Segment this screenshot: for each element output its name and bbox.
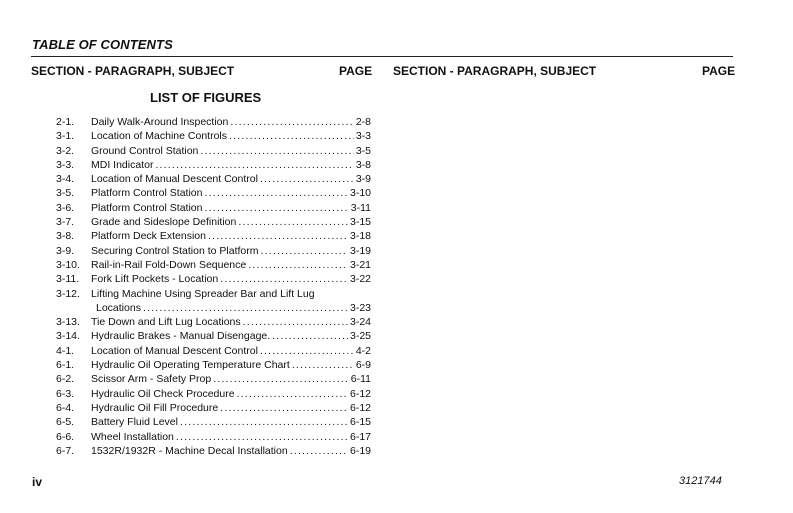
left-column-page-header: PAGE bbox=[339, 64, 373, 78]
list-item[interactable] bbox=[56, 372, 371, 386]
figure-title: Tie Down and Lift Lug Locations bbox=[91, 316, 241, 329]
dot-leader bbox=[143, 301, 348, 315]
figure-page: 3-23 bbox=[349, 301, 371, 314]
figure-number: 3-8. bbox=[56, 230, 75, 243]
figure-page: 6-17 bbox=[349, 430, 371, 443]
figure-page: 3-5 bbox=[355, 144, 371, 157]
dot-leader bbox=[204, 201, 348, 215]
figure-title: Securing Control Station to Platform bbox=[91, 244, 259, 257]
dot-leader bbox=[180, 415, 348, 429]
page-number: iv bbox=[32, 475, 43, 489]
list-item[interactable] bbox=[56, 129, 371, 143]
list-item[interactable] bbox=[56, 344, 371, 358]
figure-number: 6-2. bbox=[56, 373, 75, 386]
dot-leader bbox=[272, 329, 348, 343]
list-item[interactable] bbox=[56, 287, 371, 301]
figure-page: 3-11 bbox=[350, 201, 371, 214]
dot-leader bbox=[248, 258, 348, 272]
figure-page: 3-15 bbox=[349, 216, 371, 229]
figure-number: 3-9. bbox=[56, 244, 75, 257]
list-item[interactable] bbox=[56, 144, 371, 158]
list-item[interactable] bbox=[56, 430, 371, 444]
dot-leader bbox=[292, 358, 354, 372]
dot-leader bbox=[220, 272, 348, 286]
figure-title: Location of Machine Controls bbox=[91, 130, 227, 143]
figure-number: 3-4. bbox=[56, 173, 75, 186]
dot-leader bbox=[208, 229, 348, 243]
right-column-subject-header: SECTION - PARAGRAPH, SUBJECT bbox=[393, 64, 597, 78]
figure-page: 6-9 bbox=[355, 359, 371, 372]
figure-number: 4-1. bbox=[56, 344, 75, 357]
figure-page: 4-2 bbox=[355, 344, 371, 357]
figure-page: 3-19 bbox=[349, 244, 371, 257]
list-item[interactable] bbox=[56, 201, 371, 215]
dot-leader bbox=[200, 144, 353, 158]
figure-title: Lifting Machine Using Spreader Bar and Lift Lug bbox=[91, 287, 315, 300]
figure-number: 3-12. bbox=[56, 287, 80, 300]
figure-number: 3-5. bbox=[56, 187, 75, 200]
figure-title: Location of Manual Descent Control bbox=[91, 344, 258, 357]
figure-title: Hydraulic Oil Check Procedure bbox=[91, 387, 235, 400]
dot-leader bbox=[237, 387, 348, 401]
figure-page: 3-25 bbox=[349, 330, 371, 343]
figure-page: 3-22 bbox=[349, 273, 371, 286]
dot-leader bbox=[260, 172, 354, 186]
dot-leader bbox=[260, 344, 354, 358]
figure-title: Battery Fluid Level bbox=[91, 416, 178, 429]
dot-leader bbox=[238, 215, 348, 229]
figure-page: 6-19 bbox=[349, 444, 371, 457]
figure-title: Platform Control Station bbox=[91, 187, 203, 200]
figure-number: 3-1. bbox=[56, 130, 75, 143]
figure-title: Ground Control Station bbox=[91, 144, 199, 157]
figure-page: 3-10 bbox=[349, 187, 371, 200]
figure-number: 3-14. bbox=[56, 330, 80, 343]
figure-title: Platform Control Station bbox=[91, 201, 203, 214]
figure-number: 3-6. bbox=[56, 201, 75, 214]
dot-leader bbox=[243, 315, 348, 329]
document-number: 3121744 bbox=[679, 475, 722, 487]
figure-title: Hydraulic Brakes - Manual Disengage. bbox=[91, 330, 271, 343]
figure-number: 6-1. bbox=[56, 359, 75, 372]
dot-leader bbox=[204, 186, 348, 200]
figure-number: 6-4. bbox=[56, 401, 75, 414]
toc-title: TABLE OF CONTENTS bbox=[32, 37, 173, 52]
figure-page: 6-11 bbox=[350, 373, 371, 386]
list-item[interactable] bbox=[56, 415, 371, 429]
dot-leader bbox=[213, 372, 349, 386]
list-item[interactable] bbox=[56, 444, 371, 458]
list-item[interactable] bbox=[56, 358, 371, 372]
list-item[interactable] bbox=[56, 244, 371, 258]
figure-page: 2-8 bbox=[355, 116, 371, 128]
figure-title: Wheel Installation bbox=[91, 430, 174, 443]
figure-page: 3-18 bbox=[349, 230, 371, 243]
figure-number: 6-3. bbox=[56, 387, 75, 400]
list-item[interactable] bbox=[56, 301, 371, 315]
figure-title-continuation: Locations bbox=[96, 301, 141, 314]
dot-leader bbox=[230, 115, 353, 129]
figure-title: MDI Indicator bbox=[91, 158, 154, 171]
list-item[interactable] bbox=[56, 258, 371, 272]
figure-number: 3-7. bbox=[56, 216, 75, 229]
figure-page: 6-15 bbox=[349, 416, 371, 429]
list-item[interactable] bbox=[56, 401, 371, 415]
list-item[interactable] bbox=[56, 329, 371, 343]
figure-list bbox=[56, 115, 371, 458]
figure-number: 2-1. bbox=[56, 116, 75, 128]
list-item[interactable] bbox=[56, 186, 371, 200]
figure-title: Rail-in-Rail Fold-Down Sequence bbox=[91, 258, 247, 271]
list-of-figures-heading: LIST OF FIGURES bbox=[150, 90, 262, 105]
list-item[interactable] bbox=[56, 229, 371, 243]
figure-page: 3-9 bbox=[355, 173, 371, 186]
right-column-page-header: PAGE bbox=[702, 64, 736, 78]
figure-number: 6-7. bbox=[56, 444, 75, 457]
figure-title: Location of Manual Descent Control bbox=[91, 173, 258, 186]
dot-leader bbox=[229, 129, 354, 143]
list-item[interactable] bbox=[56, 158, 371, 172]
figure-page: 3-21 bbox=[349, 258, 371, 271]
figure-page: 3-8 bbox=[355, 158, 371, 171]
list-item[interactable] bbox=[56, 115, 371, 129]
figure-title: Hydraulic Oil Operating Temperature Chart bbox=[91, 359, 290, 372]
figure-number: 3-13. bbox=[56, 316, 80, 329]
dot-leader bbox=[220, 401, 348, 415]
dot-leader bbox=[290, 444, 348, 458]
figure-number: 3-10. bbox=[56, 258, 80, 271]
list-item[interactable] bbox=[56, 387, 371, 401]
figure-number: 6-5. bbox=[56, 416, 75, 429]
figure-page: 3-24 bbox=[349, 316, 371, 329]
figure-title: Daily Walk-Around Inspection bbox=[91, 116, 229, 128]
figure-number: 6-6. bbox=[56, 430, 75, 443]
list-item[interactable] bbox=[56, 172, 371, 186]
figure-title: Grade and Sideslope Definition bbox=[91, 216, 237, 229]
figure-number: 3-2. bbox=[56, 144, 75, 157]
figure-page: 6-12 bbox=[349, 387, 371, 400]
figure-page: 3-3 bbox=[355, 130, 371, 143]
header-rule bbox=[31, 56, 733, 57]
figure-number: 3-11. bbox=[56, 273, 80, 286]
figure-number: 3-3. bbox=[56, 158, 75, 171]
dot-leader bbox=[176, 430, 348, 444]
list-item[interactable] bbox=[56, 272, 371, 286]
figure-title: Fork Lift Pockets - Location bbox=[91, 273, 219, 286]
dot-leader bbox=[261, 244, 348, 258]
list-item[interactable] bbox=[56, 215, 371, 229]
figure-title: Scissor Arm - Safety Prop bbox=[91, 373, 212, 386]
dot-leader bbox=[155, 158, 353, 172]
figure-title: Platform Deck Extension bbox=[91, 230, 206, 243]
left-column-subject-header: SECTION - PARAGRAPH, SUBJECT bbox=[31, 64, 235, 78]
figure-title: 1532R/1932R - Machine Decal Installation bbox=[91, 444, 288, 457]
list-item[interactable] bbox=[56, 315, 371, 329]
figure-title: Hydraulic Oil Fill Procedure bbox=[91, 401, 219, 414]
figure-page: 6-12 bbox=[349, 401, 371, 414]
